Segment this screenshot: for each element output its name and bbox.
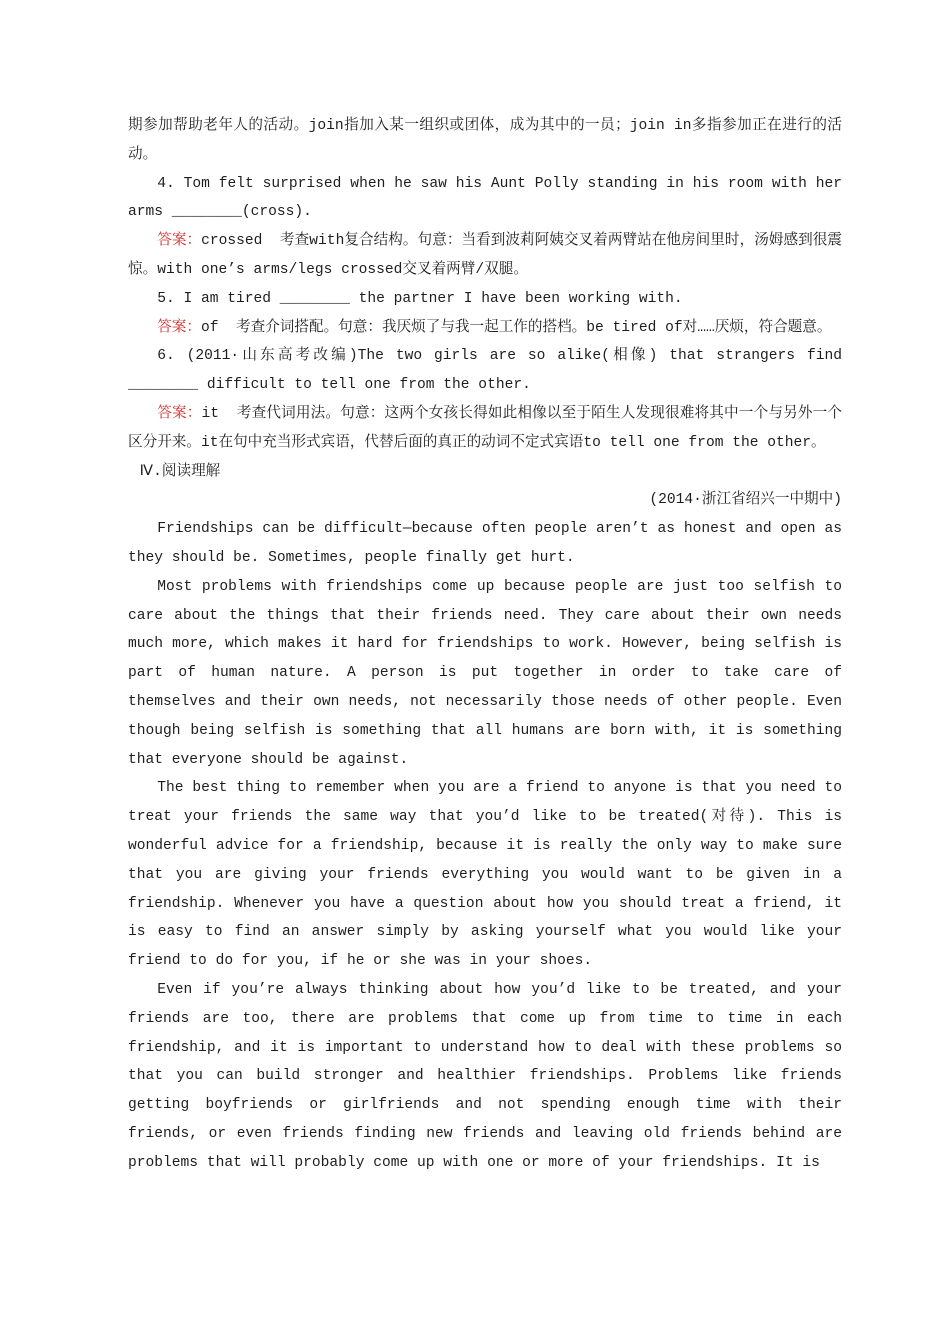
answer-label: 答案： xyxy=(157,319,201,336)
answer-text: crossed 考查with复合结构。句意：当看到波莉阿姨交叉着两臂站在他房间里时，汤姆感到很震惊。with one’s arms/legs crossed交叉着两臂/双腿。 xyxy=(128,233,842,278)
answer-text: it 考查代词用法。句意：这两个女孩长得如此相像以至于陌生人发现很难将其中一个与另外一个区分开来。it在句中充当形式宾语，代替后面的真正的动词不定式宾语to tell one from the other。 xyxy=(128,405,842,451)
answer-explanation-6 xyxy=(128,400,842,458)
answer-label: 答案： xyxy=(157,405,202,422)
question-item-4: 4. Tom felt surprised when he saw his Aunt Polly standing in his room with her arms ________(cross). xyxy=(128,175,842,221)
answer-label: 答案： xyxy=(157,233,202,250)
passage-paragraph-2: Most problems with friendships come up because people are just too selfish to care about the things that their friends need. They care about their own needs much more, which makes it hard for friendships to work. However, being selfish is part of human nature. A person is put together in order to take care of themselves and their own needs, not necessarily those needs of other people. Even though being selfish is something that all humans are born with, it is something that everyone should be against. xyxy=(128,578,842,768)
question-item-6: 6. (2011·山东高考改编)The two girls are so alike(相像) that strangers find ________ difficult to tell one from the other. xyxy=(128,348,842,394)
question-item-5: 5. I am tired ________ the partner I have been working with. xyxy=(157,290,683,307)
answer-text: of 考查介词搭配。句意：我厌烦了与我一起工作的搭档。be tired of对……厌烦，符合题意。 xyxy=(200,319,832,336)
document-page xyxy=(128,112,842,1177)
passage-paragraph-3: The best thing to remember when you are a friend to anyone is that you need to treat your friends the same way that you’d like to be treated(对待). This is wonderful advice for a friendship, because it is really the only way to make sure that you are giving your friends everything you would want to be given in a friendship. Whenever you have a question about how you should treat a friend, it is easy to find an answer simply by asking yourself what you would like your friend to do for you, if he or she was in your shoes. xyxy=(128,780,842,970)
section-heading-reading-comprehension: Ⅳ.阅读理解 xyxy=(139,463,221,480)
passage-paragraph-4: Even if you’re always thinking about how you’d like to be treated, and your friends are too, there are problems that come up from time to time in each friendship, and it is important to understand how to deal with these problems so that you can build stronger and healthier friendships. Problems like friends getting boyfriends or girlfriends and not spending enough time with their friends, or even friends finding new friends and leaving old friends behind are problems that will probably come up with one or more of your friendships. It is xyxy=(128,981,842,1171)
answer-explanation-5 xyxy=(128,314,842,343)
answer-explanation-4 xyxy=(128,227,842,285)
passage-source: (2014·浙江省绍兴一中期中) xyxy=(649,492,842,509)
continuation-paragraph: 期参加帮助老年人的活动。join指加入某一组织或团体，成为其中的一员；join in多指参加正在进行的活动。 xyxy=(128,118,842,163)
passage-paragraph-1: Friendships can be difficult—because often people aren’t as honest and open as they should be. Sometimes, people finally get hurt. xyxy=(128,521,842,566)
